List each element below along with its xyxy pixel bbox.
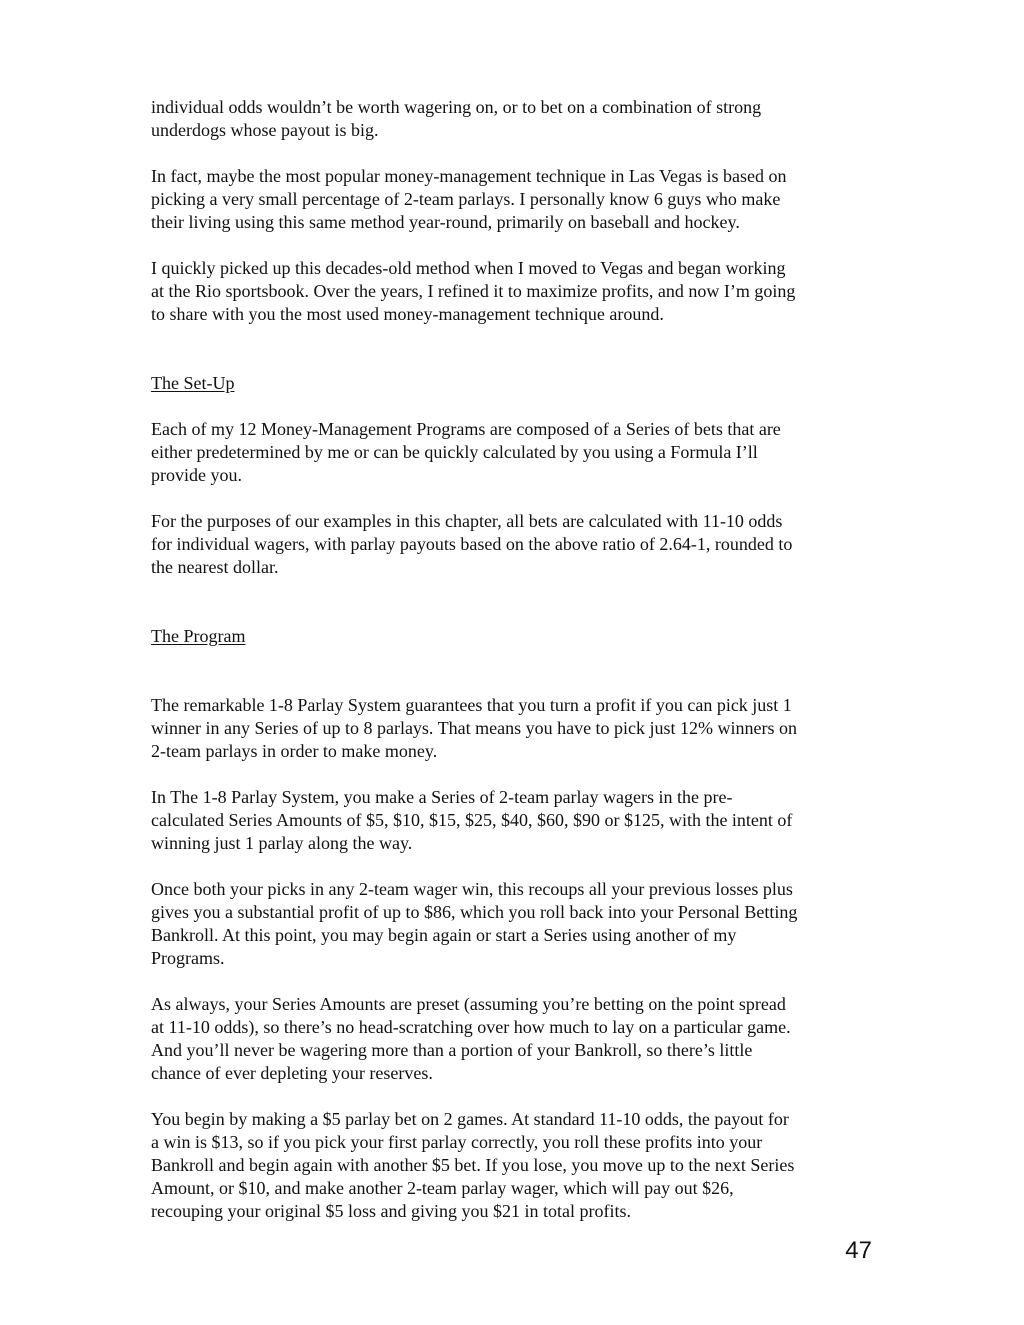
- text-line: calculated Series Amounts of $5, $10, $15, $25, $40, $60, $90 or $125, with the intent of: [151, 810, 793, 830]
- text-line: recouping your original $5 loss and giving you $21 in total profits.: [151, 1201, 631, 1221]
- text-line: at 11-10 odds), so there’s no head-scratching over how much to lay on a particular game.: [151, 1017, 791, 1037]
- text-line: picking a very small percentage of 2-team parlays. I personally know 6 guys who make: [151, 189, 781, 209]
- text-line: their living using this same method year-round, primarily on baseball and hockey.: [151, 212, 740, 232]
- text-line: at the Rio sportsbook. Over the years, I refined it to maximize profits, and now I’m going: [151, 281, 796, 301]
- paragraph: [151, 993, 886, 1085]
- text-line: For the purposes of our examples in this chapter, all bets are calculated with 11-10 odds: [151, 511, 783, 531]
- page-number: 47: [845, 1237, 872, 1264]
- text-line: As always, your Series Amounts are preset (assuming you’re betting on the point spread: [151, 994, 786, 1014]
- text-line: In fact, maybe the most popular money-management technique in Las Vegas is based on: [151, 166, 787, 186]
- spacer: [151, 602, 886, 625]
- text-line: either predetermined by me or can be quickly calculated by you using a Formula I’ll: [151, 442, 758, 462]
- text-line: Programs.: [151, 948, 225, 968]
- text-line: Amount, or $10, and make another 2-team parlay wager, which will pay out $26,: [151, 1178, 734, 1198]
- paragraph: [151, 1108, 886, 1223]
- text-line: provide you.: [151, 465, 242, 485]
- text-line: to share with you the most used money-management technique around.: [151, 304, 664, 324]
- text-line: Bankroll and begin again with another $5 bet. If you lose, you move up to the next Series: [151, 1155, 795, 1175]
- paragraph: [151, 165, 886, 234]
- paragraph: [151, 510, 886, 579]
- text-line: The remarkable 1-8 Parlay System guarantees that you turn a profit if you can pick just 1: [151, 695, 792, 715]
- paragraph: [151, 786, 886, 855]
- text-line: You begin by making a $5 parlay bet on 2 games. At standard 11-10 odds, the payout for: [151, 1109, 789, 1129]
- page-body: [151, 96, 886, 1246]
- text-line: the nearest dollar.: [151, 557, 279, 577]
- text-line: underdogs whose payout is big.: [151, 120, 379, 140]
- paragraph: [151, 257, 886, 326]
- spacer: [151, 395, 886, 418]
- text-line: Bankroll. At this point, you may begin again or start a Series using another of my: [151, 925, 737, 945]
- text-line: individual odds wouldn’t be worth wagering on, or to bet on a combination of strong: [151, 97, 762, 117]
- text-line: I quickly picked up this decades-old method when I moved to Vegas and began working: [151, 258, 786, 278]
- text-line: 2-team parlays in order to make money.: [151, 741, 438, 761]
- section-heading-program: The Program: [151, 626, 246, 646]
- text-line: winning just 1 parlay along the way.: [151, 833, 413, 853]
- section-heading-setup: The Set-Up: [151, 373, 235, 393]
- text-line: a win is $13, so if you pick your first parlay correctly, you roll these profits into your: [151, 1132, 763, 1152]
- paragraph: [151, 96, 886, 142]
- spacer: [151, 648, 886, 694]
- paragraph: [151, 418, 886, 487]
- paragraph: [151, 694, 886, 763]
- spacer: [151, 349, 886, 372]
- text-line: And you’ll never be wagering more than a portion of your Bankroll, so there’s little: [151, 1040, 753, 1060]
- text-line: chance of ever depleting your reserves.: [151, 1063, 433, 1083]
- paragraph: [151, 878, 886, 970]
- text-line: winner in any Series of up to 8 parlays. That means you have to pick just 12% winners on: [151, 718, 798, 738]
- text-line: In The 1-8 Parlay System, you make a Series of 2-team parlay wagers in the pre-: [151, 787, 733, 807]
- text-line: gives you a substantial profit of up to $86, which you roll back into your Personal Betting: [151, 902, 798, 922]
- text-line: Each of my 12 Money-Management Programs are composed of a Series of bets that are: [151, 419, 781, 439]
- text-line: Once both your picks in any 2-team wager win, this recoups all your previous losses plus: [151, 879, 793, 899]
- text-line: for individual wagers, with parlay payouts based on the above ratio of 2.64-1, rounded to: [151, 534, 793, 554]
